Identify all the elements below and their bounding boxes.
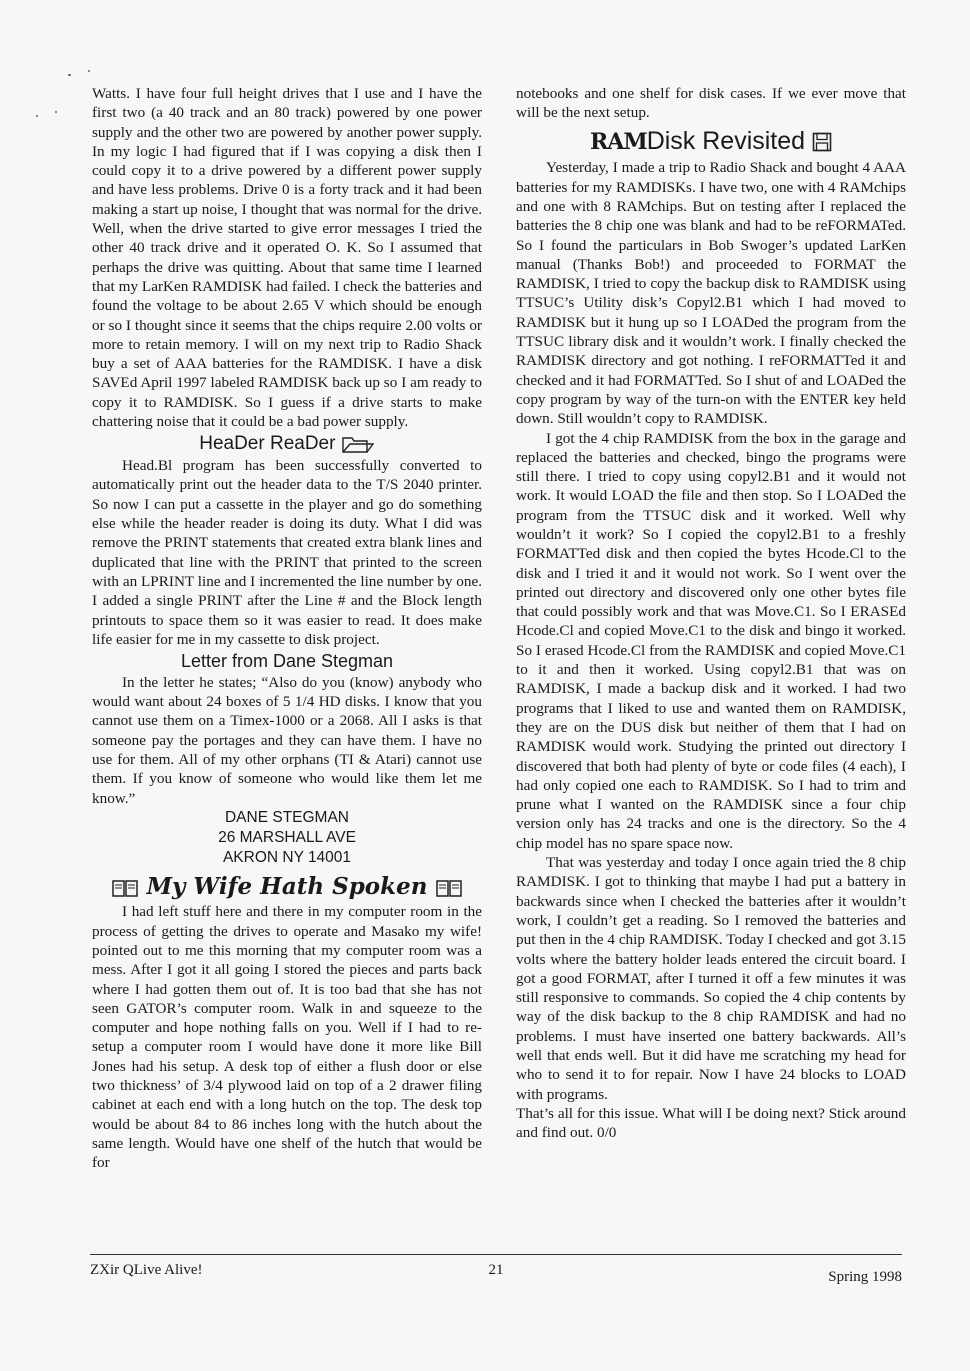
ramdisk-paragraph: Yesterday, I made a trip to Radio Shack and bought 4 AAA batteries for my RAMDISKs. I have two, one with 4 RAMchips and one with 8 RAMchips. But on testing after I replaced the batteries the 8 chip one was blank and had to be reFORMATed. So I found the particulars in Bob Swoger’s updated LarKen manual (Thanks Bob!) and proceeded to FORMAT the RAMDISK, I tried to copy the backup disk to RAMDISK using TTSUC’s Utility disk’s Copyl2.B1 which I had moved to RAMDISK but it hung up so I LOADed the program from the TTSUC library disk and it wouldn’t work. I finally checked the RAMDISK directory and got nothing. I reFORMATTed it and checked and it had FORMATTed. So I shut of and LOADed the copy program by way of the turn-on with the ENTER key held down. Still wouldn’t copy to RAMDISK. [516, 159, 906, 428]
mailing-address [92, 808, 482, 868]
continuation-paragraph: notebooks and one shelf for disk cases. If we ever move that will be the next setup. [516, 85, 906, 122]
page-footer [90, 1254, 902, 1285]
intro-paragraph: Watts. I have four full height drives that I use and I have the first two (a 40 track and an 80 track) powered by one power supply and the other two are powered by another power supply. In my logic I had figured that if I was copying a disk then I could copy it to a drive powered by a different power supply and have less problems. Drive 0 is a forty track and it had been making a start up noise, I thought that was normal for the drive. Well, when the drive started to give error messages I tried the other 40 track drive and it operated O. K. So I assumed that perhaps the drive was quitting. About that same time I learned that my LarKen RAMDISK had failed. I check the batteries and found the voltage to be about 2.65 V which should be enough or so I thought since it seems that the chips require 2.00 volts or more to retain memory. I will on my next trip to Radio Shack buy a set of AAA batteries for the RAMDISK. I have a disk SAVEd April 1997 labeled RAMDISK back up so I am ready to copy it to RAMDISK. So I guess if a drive starts to make chattering noise that it could be a bad power supply. [92, 85, 482, 431]
page-number: 21 [488, 1262, 504, 1278]
issue-date: Spring 1998 [828, 1269, 902, 1285]
left-column [92, 84, 482, 1173]
margin-speck [68, 74, 71, 76]
open-book-icon [111, 877, 139, 899]
wife-paragraph: I had left stuff here and there in my computer room in the process of getting the drives to operate and Masako my wife! pointed out to me this morning that my computer room was a mess. After I got it all going I stored the pieces and parts back where I had gotten them out of. It is too bad that she has not seen GATOR’s computer room. Walk in and squeeze to the computer and hope nothing falls on you. Well if I had to re-setup a computer room I would have done it more like Bill Jones had his setup. A desk top of either a flush door or else two thickness’ of 3/4 plywood laid on top of a 2 drawer filing cabinet at each end with a long hutch on the top. The desk top would be about 84 to 86 inches long with the hutch about the same length. Would have one shelf of the hutch that would be for [92, 903, 482, 1172]
closing-paragraph: That’s all for this issue. What will I be doing next? Stick around and find out. 0/0 [516, 1104, 906, 1142]
ramdisk-heading-prefix: RAM [589, 128, 647, 155]
letter-paragraph: In the letter he states; “Also do you (know) anybody who would want about 24 boxes of 5 1/4 HD disks. I know that you cannot use them on a Timex-1000 or a 2068. All I asks is that someone pay the portages and they can have them. I have no use for them. All of my other orphans (TI & Atari) cannot use them. If you know of someone who would like them let me know.” [92, 673, 482, 807]
ramdisk-paragraph: That was yesterday and today I once again tried the 8 chip RAMDISK. I got to thinking that maybe I had put a battery in backwards since when I checked the batteries after it wouldn’t work, I couldn’t get a reading. So I removed the batteries and put then in the 4 chip RAMDISK. Today I checked and got 3.15 volts where the battery holder leads entered the circuit board. I got a good FORMAT, after I turned it off a few minutes it was still responsive to commands. So copied the 4 chip contents by way of the disk backup to the 8 chip RAMDISK and had no problems. I must have inserted one battery backwards. All’s well that ends well. But it did have me scratching my head for who to send it to for repair. Now I have 24 blocks to LOAD with programs. [516, 854, 906, 1103]
margin-speck [88, 70, 90, 72]
floppy-disk-icon [812, 132, 832, 152]
address-line: DANE STEGMAN [224, 808, 349, 826]
right-column [516, 84, 906, 1142]
publication-name: ZXir QLive Alive! [90, 1262, 203, 1278]
ramdisk-paragraph: I got the 4 chip RAMDISK from the box in the garage and replaced the batteries and checked, bingo the programs were still there. I tried to copy using copyl2.B1 and it would not work. It would LOAD the file and then stop. So I LOADed the program from the TTSUC disk and it worked. Well why wouldn’t it work? So I copied the copyl2.B1 to a freshly FORMATTed disk and then copied the bytes Hcode.Cl to the disk and I tried it and it would not work. So I went over the printed out directory and discovered only one other bytes file that could possibly work and that was Move.C1. So I ERASEd Hcode.Cl and copied Move.C1 to the disk and bingo it worked. So I erased Hcode.Cl from the RAMDISK and copied Move.C1 to it and then it worked. Using copyl2.B1 that was on RAMDISK, I made a backup disk and it worked. I had two programs that I liked to use and wanted them on RAMDISK, they are on the DUS disk but neither of them that I had on RAMDISK would work. Studying the printed out directory I discovered that both had plenty of byte or code files (4 each), I had only copied one each to RAMDISK. So I had to trim and prune what I wanted on the RAMDISK since a four chip version only has 24 tracks and one is the directory. So the 4 chip model has no spare space now. [516, 429, 906, 852]
ramdisk-heading-suffix: Disk Revisited [646, 126, 806, 155]
ramdisk-heading [516, 127, 906, 156]
folder-icon [341, 434, 375, 454]
header-reader-paragraph: Head.Bl program has been successfully converted to automatically print out the header data to the T/S 2040 printer. So now I can put a cassette in the player and go do something else while the header reader is doing its duty. What I did was remove the PRINT statements that created extra blank lines and duplicated that line with the PRINT that printed to the screen with an LPRINT line and I incremented the line number by one. I added a single PRINT after the Line # and the Block length printouts to space them so it was easier to read. It does make life easier for me in my cassette to disk project. [92, 457, 482, 648]
margin-speck [55, 111, 57, 113]
address-line: AKRON NY 14001 [222, 848, 352, 866]
open-book-icon [435, 877, 463, 899]
header-reader-title: HeaDer ReaDer [199, 433, 336, 455]
letter-heading: Letter from Dane Stegman [180, 651, 394, 672]
wife-heading [92, 874, 482, 900]
margin-speck [36, 115, 38, 117]
address-line: 26 MARSHALL AVE [218, 828, 356, 846]
wife-title: My Wife Hath Spoken [146, 872, 428, 900]
header-reader-heading [92, 433, 482, 455]
